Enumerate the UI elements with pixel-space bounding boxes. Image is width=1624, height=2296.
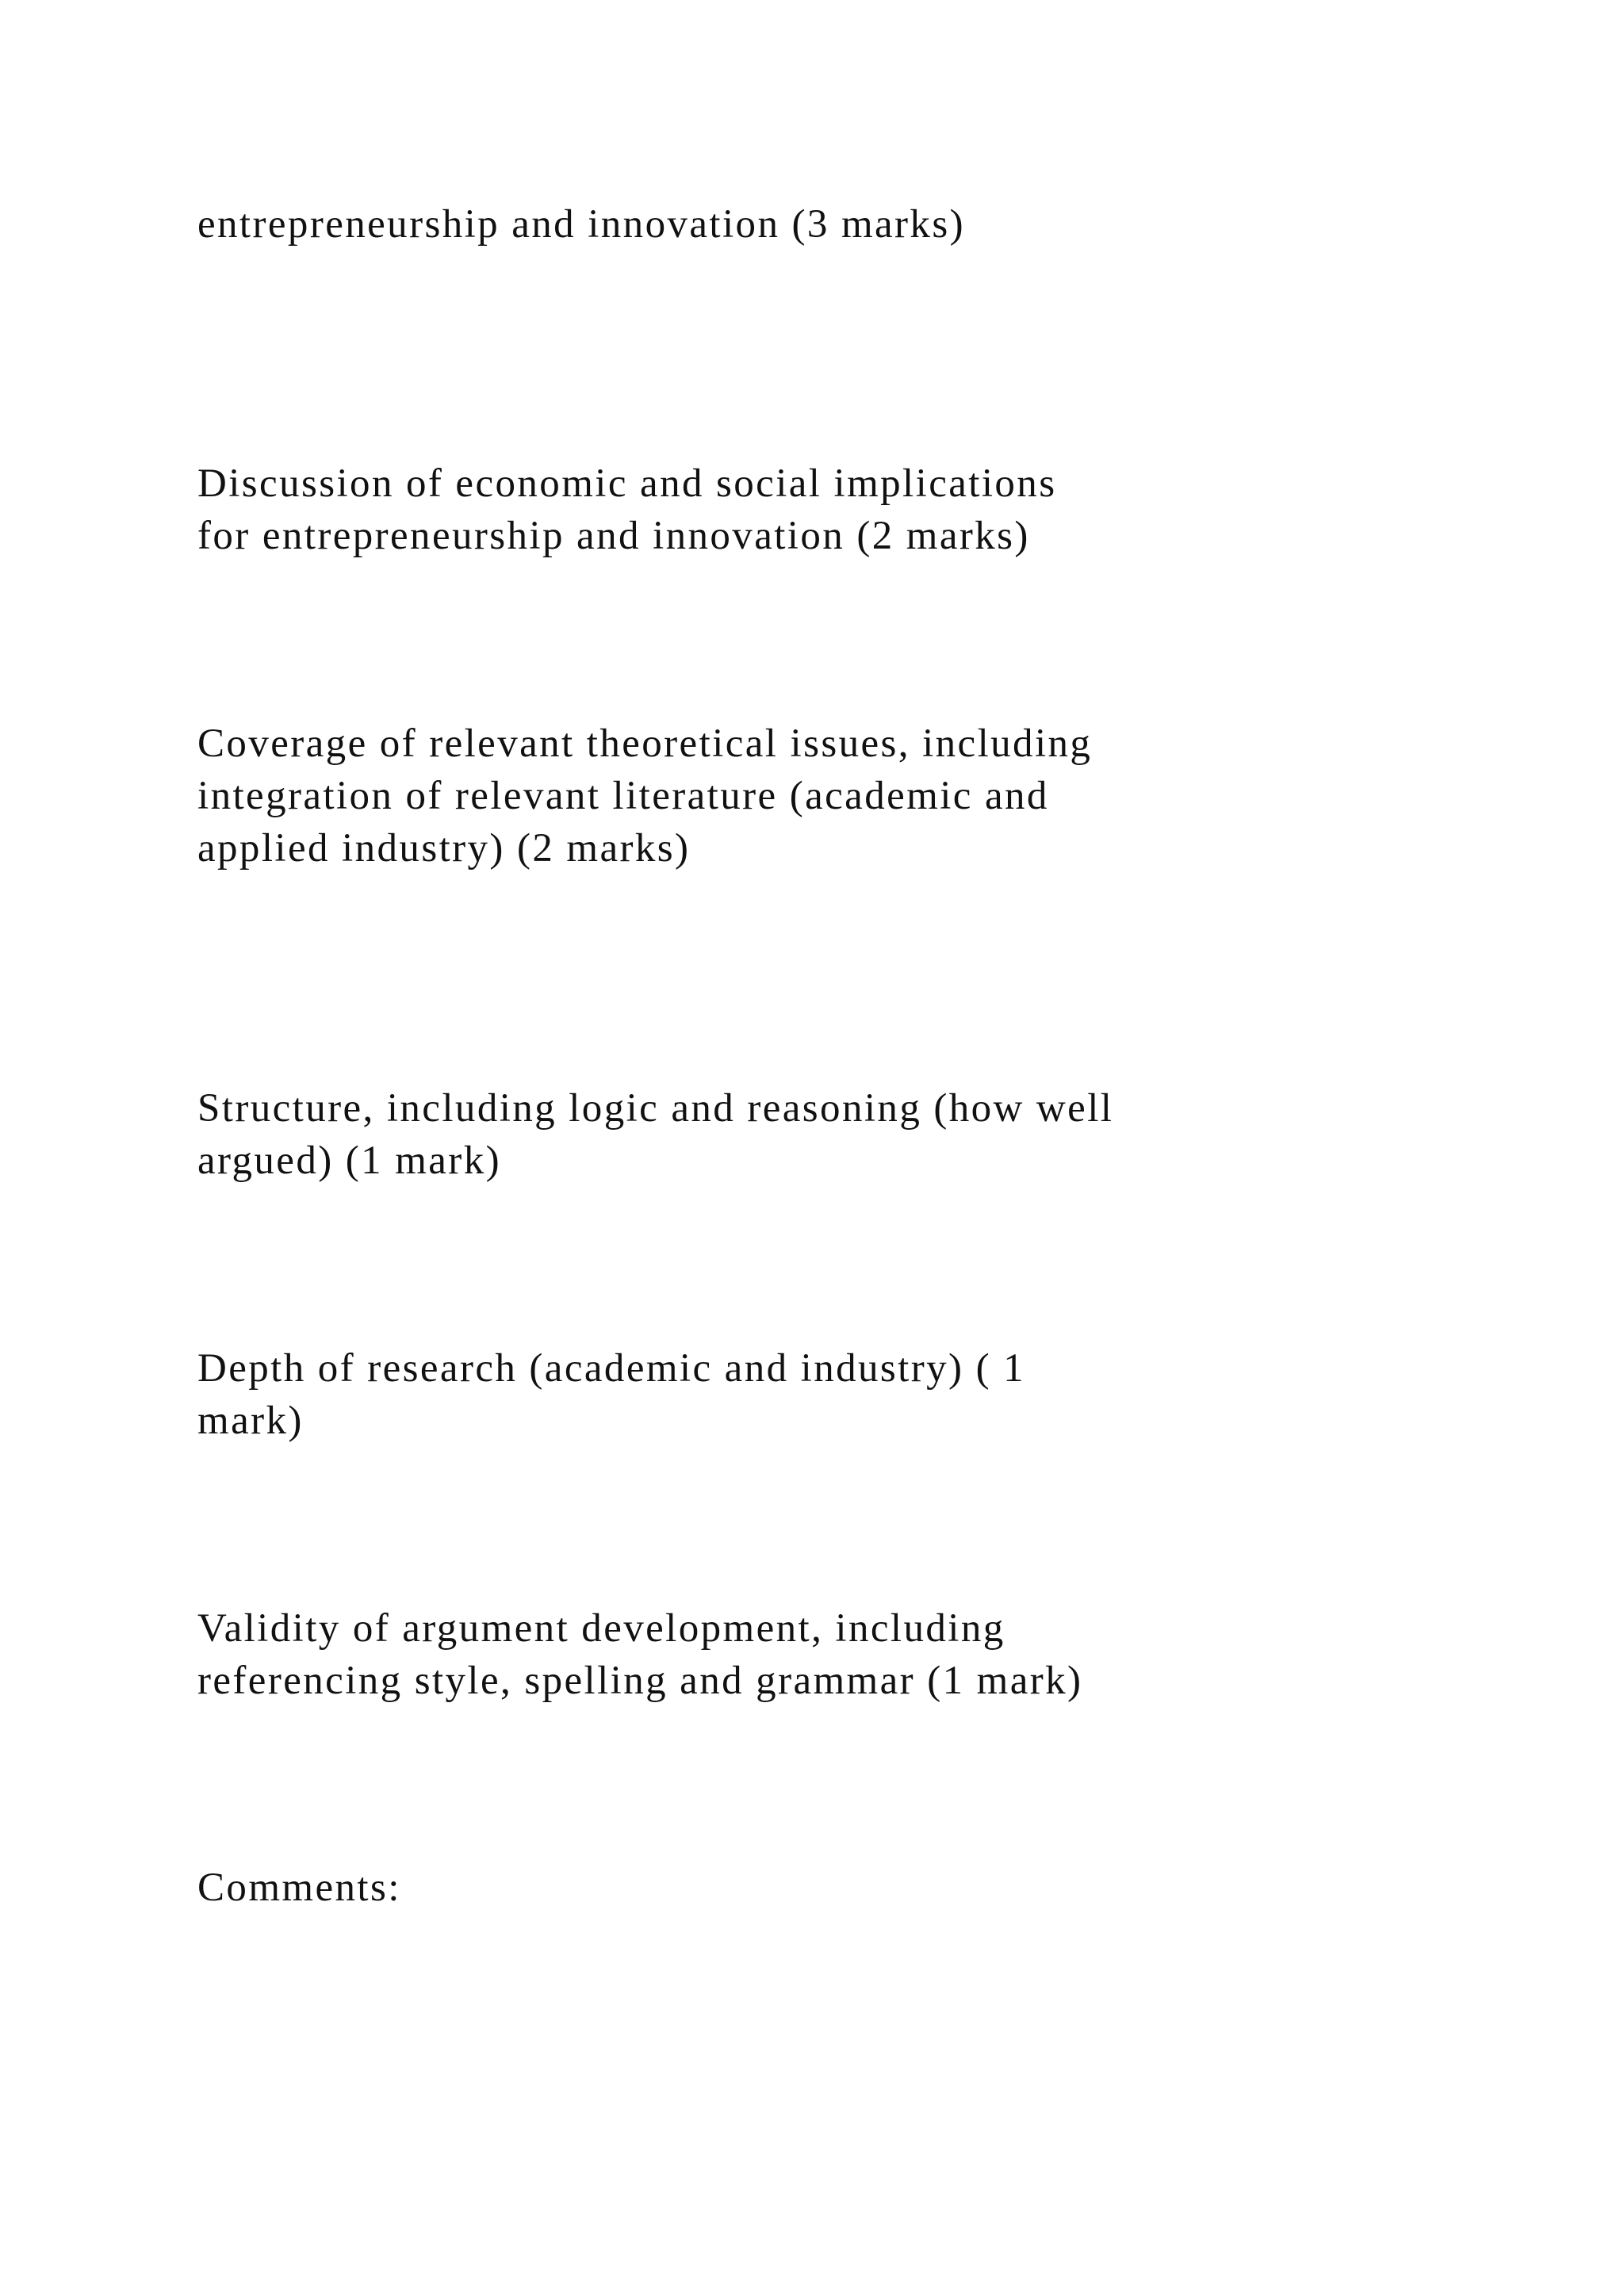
text-line: Comments: — [197, 1866, 401, 1910]
comments-label — [197, 1862, 1434, 1914]
text-line: argued) (1 mark) — [197, 1138, 501, 1183]
text-line: Discussion of economic and social implications — [197, 461, 1057, 506]
text-line: applied industry) (2 marks) — [197, 826, 691, 871]
criterion-structure-logic — [197, 1082, 1434, 1187]
text-line: for entrepreneurship and innovation (2 marks) — [197, 514, 1030, 558]
criterion-theoretical-issues — [197, 718, 1434, 874]
text-line: Structure, including logic and reasoning (how well — [197, 1086, 1114, 1131]
text-line: mark) — [197, 1399, 304, 1443]
criterion-economic-social-implications — [197, 457, 1434, 562]
criterion-argument-validity — [197, 1602, 1434, 1707]
text-line: Coverage of relevant theoretical issues, including — [197, 721, 1093, 766]
text-line: Depth of research (academic and industry) ( 1 — [197, 1346, 1026, 1391]
criterion-depth-of-research — [197, 1342, 1434, 1447]
text-line: entrepreneurship and innovation (3 marks) — [197, 202, 965, 247]
text-line: referencing style, spelling and grammar (1 mark) — [197, 1659, 1083, 1703]
text-line: integration of relevant literature (academic and — [197, 774, 1049, 818]
text-line: Validity of argument development, including — [197, 1606, 1005, 1651]
criterion-entrepreneurship-innovation — [197, 198, 1434, 251]
